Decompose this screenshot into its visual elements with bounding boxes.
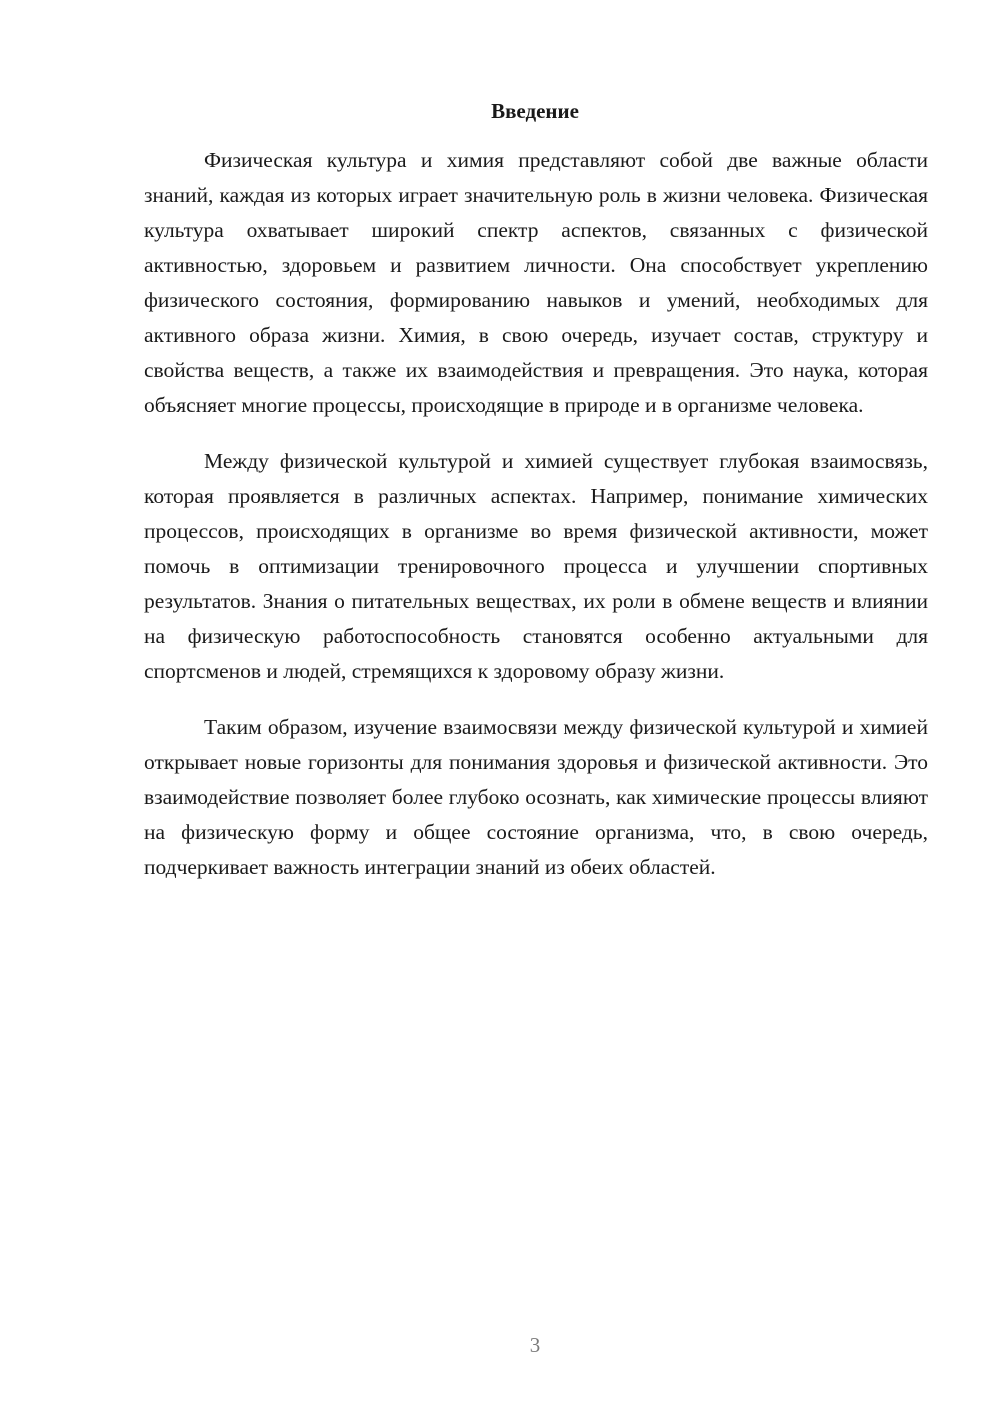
- page-number: 3: [529, 1333, 541, 1357]
- paragraph-3: Таким образом, изучение взаимосвязи между физической культурой и химией открывает новые горизонты для понимания здоровья и физической активности. Это взаимодействие позволяет более глубоко осознать, как химические процессы влияют на физическую форму и общее состояние организма, что, в свою очередь, подчеркивает важность интеграции знаний из обеих областей.: [144, 715, 928, 879]
- paragraph-2: Между физической культурой и химией существует глубокая взаимосвязь, которая проявляется в различных аспектах. Например, понимание химических процессов, происходящих в организме во время физической активности, может помочь в оптимизации тренировочного процесса и улучшении спортивных результатов. Знания о питательных веществах, их роли в обмене веществ и влиянии на физическую работоспособность становятся особенно актуальными для спортсменов и людей, стремящихся к здоровому образу жизни.: [144, 449, 928, 683]
- page-title: Введение: [491, 99, 579, 123]
- paragraph-1: Физическая культура и химия представляют собой две важные области знаний, каждая из которых играет значительную роль в жизни человека. Физическая культура охватывает широкий спектр аспектов, связанных с физической активностью, здоровьем и развитием личности. Она способствует укреплению физического состояния, формированию навыков и умений, необходимых для активного образа жизни. Химия, в свою очередь, изучает состав, структуру и свойства веществ, а также их взаимодействия и превращения. Это наука, которая объясняет многие процессы, происходящие в природе и в организме человека.: [144, 148, 928, 417]
- body-text: [144, 143, 928, 906]
